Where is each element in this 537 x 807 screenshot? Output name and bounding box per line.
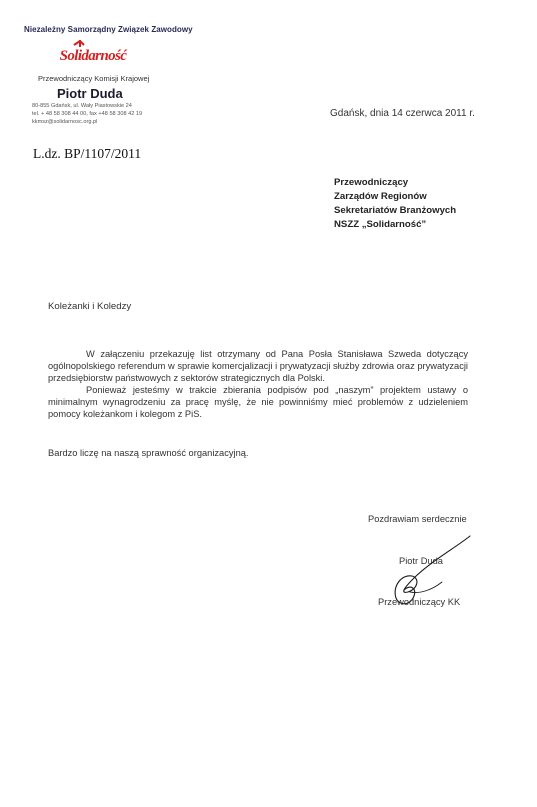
addressee-line: Przewodniczący xyxy=(334,177,409,188)
letterhead-name: Piotr Duda xyxy=(57,86,123,101)
svg-text:Solidarność: Solidarność xyxy=(59,48,127,64)
addressee-line: Sekretariatów Branżowych xyxy=(334,205,457,216)
signatory-name: Piotr Duda xyxy=(399,556,443,566)
letterhead-email: kkmsz@solidarnosc.org.pl xyxy=(32,119,98,125)
letter-body xyxy=(48,348,468,420)
reference-number: L.dz. BP/1107/2011 xyxy=(33,146,142,161)
letterhead-role: Przewodniczący Komisji Krajowej xyxy=(38,74,150,83)
addressee-block xyxy=(334,176,456,232)
solidarnosc-logo xyxy=(58,40,128,66)
body-paragraph: W załączeniu przekazuję list otrzymany od Pana Posła Stanisława Szweda dotyczący ogólnopolskiego referendum w sprawie komercjalizacji i prywatyzacji służby zdrowia oraz prywatyzacji przedsiębiorstw państwowych z sektorów strategicznych dla Polski. xyxy=(48,349,468,383)
salutation: Koleżanki i Koledzy xyxy=(48,301,132,312)
regards: Pozdrawiam serdecznie xyxy=(368,514,467,524)
addressee-line: Zarządów Regionów xyxy=(334,191,427,202)
closing-line: Bardzo liczę na naszą sprawność organizacyjną. xyxy=(48,448,249,458)
body-paragraph: Ponieważ jesteśmy w trakcie zbierania podpisów pod „naszym” projektem ustawy o minimalnym wynagrodzeniu za pracę myślę, że nie powinniśmy mieć problemów z udzieleniem pomocy koleżankom i kolegom z PiS. xyxy=(48,385,468,419)
signatory-role: Przewodniczący KK xyxy=(378,597,461,607)
addressee-line: NSZZ „Solidarność” xyxy=(334,219,427,230)
letterhead-address: 80-855 Gdańsk, ul. Wały Piastowskie 24 xyxy=(32,103,132,109)
organization-name: Niezależny Samorządny Związek Zawodowy xyxy=(24,25,193,34)
letterhead-phone: tel. + 48 58 308 44 00, fax +48 58 308 42 19 xyxy=(32,111,143,117)
letter-date: Gdańsk, dnia 14 czerwca 2011 r. xyxy=(330,108,475,119)
